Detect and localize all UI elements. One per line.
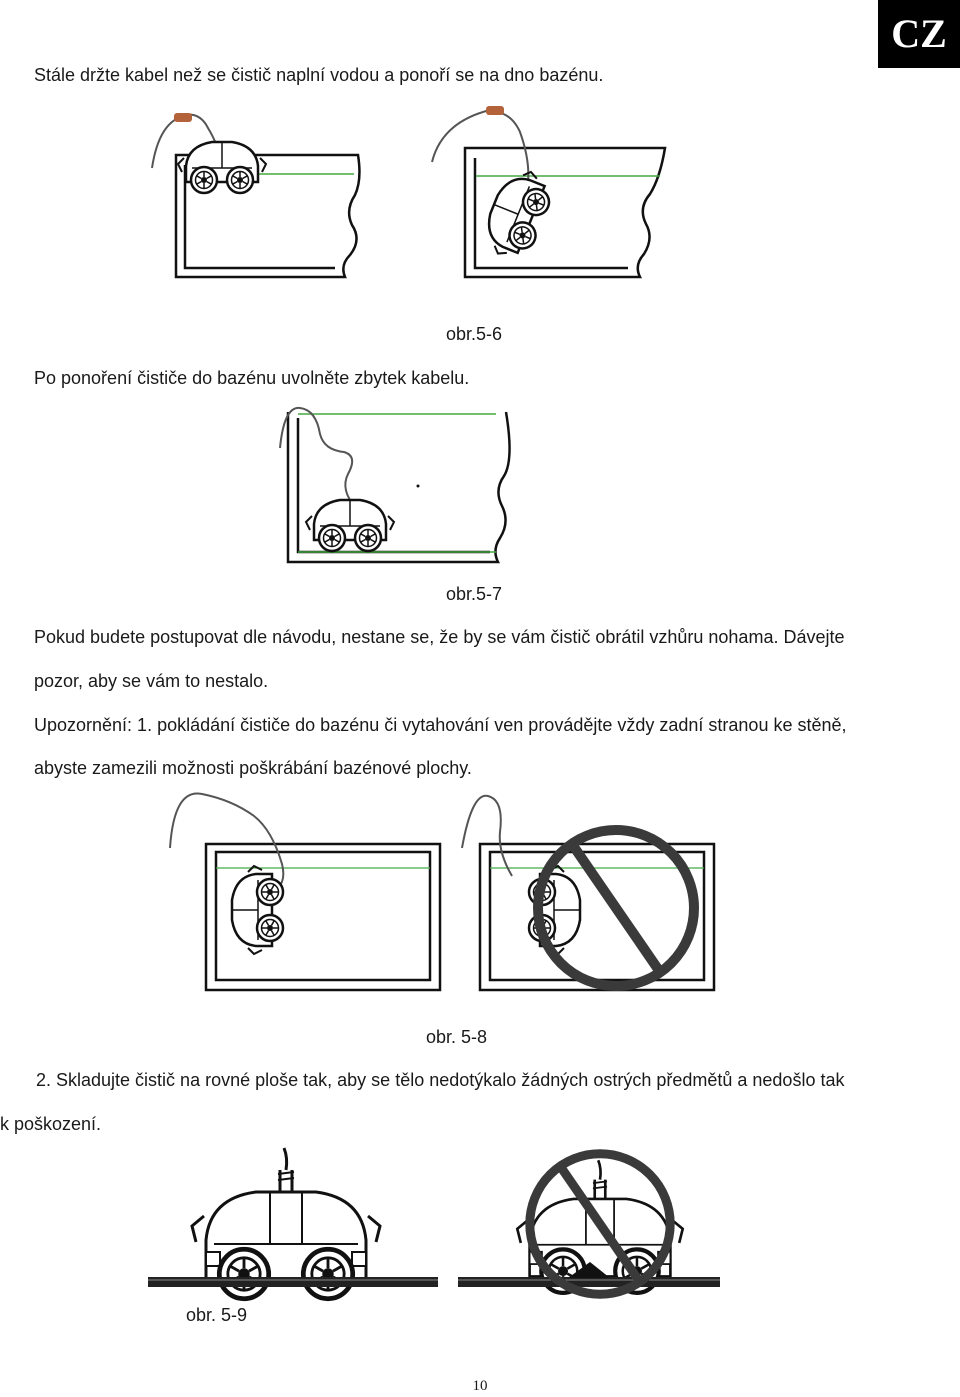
page-number: 10 — [472, 1378, 488, 1394]
figure-5-9-illustration — [140, 1140, 730, 1300]
figure-5-7-illustration — [260, 400, 530, 570]
caption-fig-5-8: obr. 5-8 — [426, 1027, 488, 1047]
figure-5-6-illustration — [140, 100, 680, 290]
figure-5-8-illustration — [162, 788, 742, 1008]
caption-fig-5-9: obr. 5-9 — [186, 1305, 248, 1325]
paragraph-storage-line2: k poškození. — [0, 1114, 102, 1134]
caption-fig-5-6: obr.5-6 — [446, 324, 503, 344]
paragraph-warning-line2: abyste zamezili možnosti poškrábání bazénové plochy. — [34, 758, 472, 778]
paragraph-hold-cable: Stále držte kabel než se čistič naplní vodou a ponoří se na dno bazénu. — [34, 65, 604, 85]
language-badge: CZ — [878, 0, 960, 68]
paragraph-storage-line1: 2. Skladujte čistič na rovné ploše tak, aby se tělo nedotýkalo žádných ostrých předmětů a nedošlo tak — [36, 1070, 845, 1090]
paragraph-upside-down-line2: pozor, aby se vám to nestalo. — [34, 671, 269, 691]
paragraph-upside-down-line1: Pokud budete postupovat dle návodu, nestane se, že by se vám čistič obrátil vzhůru nohama. Dávejte — [34, 627, 845, 647]
paragraph-release-cable: Po ponoření čističe do bazénu uvolněte zbytek kabelu. — [34, 368, 470, 388]
caption-fig-5-7: obr.5-7 — [446, 584, 503, 604]
paragraph-warning-line1: Upozornění: 1. pokládání čističe do bazénu či vytahování ven provádějte vždy zadní stranou ke stěně, — [34, 715, 847, 735]
